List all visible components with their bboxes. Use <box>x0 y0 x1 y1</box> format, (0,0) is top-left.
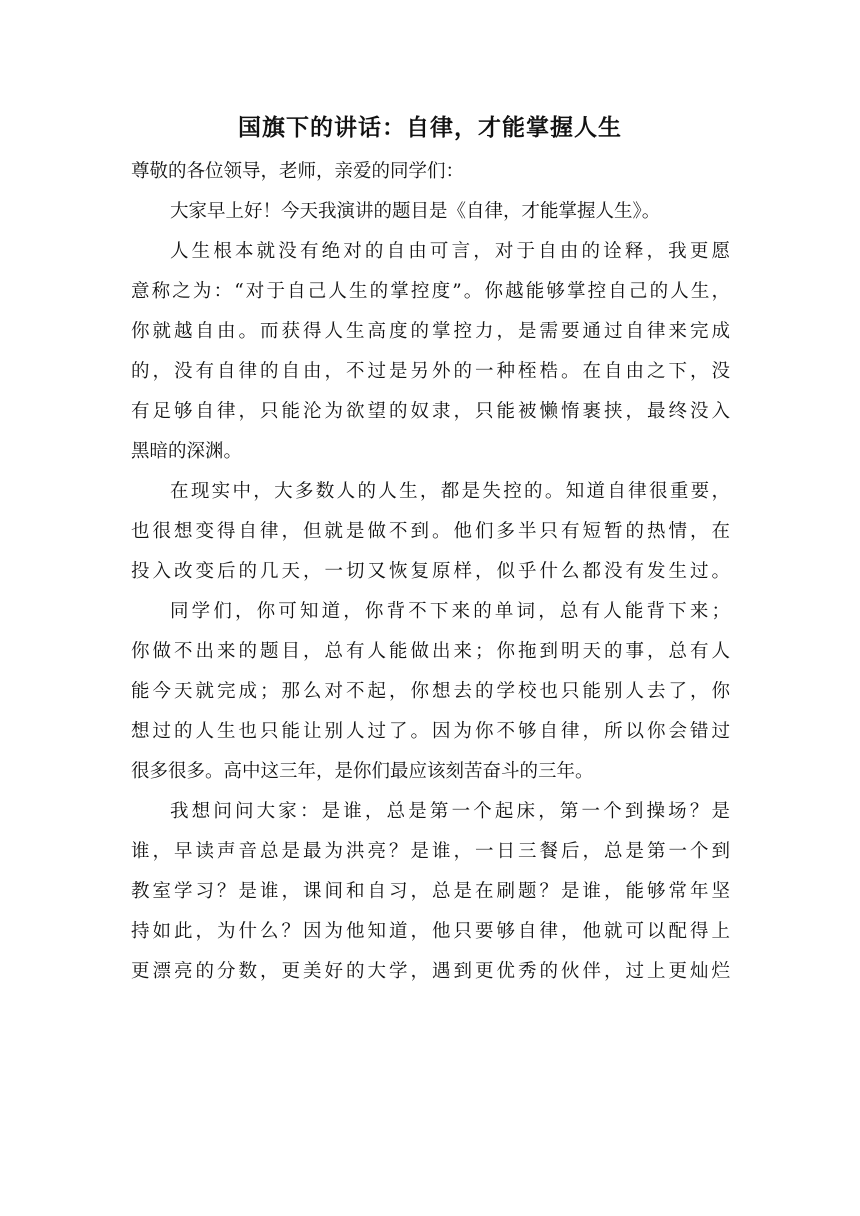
paragraph-line: 人生根本就没有绝对的自由可言，对于自由的诠释，我更愿 <box>170 241 730 262</box>
paragraph-line: 我想问问大家：是谁，总是第一个起床，第一个到操场？是 <box>170 801 730 822</box>
paragraph-line: 大家早上好！今天我演讲的题目是《自律，才能掌握人生》。 <box>170 201 661 222</box>
paragraph-line: 你就越自由。而获得人生高度的掌控力，是需要通过自律来完成 <box>131 321 730 342</box>
paragraph-line: 的，没有自律的自由，不过是另外的一种桎梏。在自由之下，没 <box>131 361 730 382</box>
paragraph-line: 教室学习？是谁，课间和自习，总是在刷题？是谁，能够常年坚 <box>131 881 730 902</box>
paragraph-line: 更漂亮的分数，更美好的大学，遇到更优秀的伙伴，过上更灿烂 <box>131 961 730 982</box>
paragraph-line: 想过的人生也只能让别人过了。因为你不够自律，所以你会错过 <box>131 721 730 742</box>
paragraph-line: 黑暗的深渊。 <box>131 441 243 462</box>
paragraph-line: 同学们，你可知道，你背不下来的单词，总有人能背下来； <box>170 601 730 622</box>
paragraph-line: 有足够自律，只能沦为欲望的奴隶，只能被懒惰裹挟，最终没入 <box>131 401 730 422</box>
paragraph-line: 也很想变得自律，但就是做不到。他们多半只有短暂的热情，在 <box>131 521 730 542</box>
paragraph-line: 很多很多。高中这三年，是你们最应该刻苦奋斗的三年。 <box>131 761 594 782</box>
paragraph-line: 持如此，为什么？因为他知道，他只要够自律，他就可以配得上 <box>131 921 730 942</box>
paragraph-line: 你做不出来的题目，总有人能做出来；你拖到明天的事，总有人 <box>131 641 730 662</box>
paragraph-line: 能今天就完成；那么对不起，你想去的学校也只能别人去了，你 <box>131 681 730 702</box>
paragraph-line: 意称之为：“对于自己人生的掌控度”。你越能够掌控自己的人生， <box>131 281 730 302</box>
paragraph-line: 在现实中，大多数人的人生，都是失控的。知道自律很重要， <box>170 481 730 502</box>
document-body <box>131 152 730 992</box>
paragraph-line: 投入改变后的几天，一切又恢复原样，似乎什么都没有发生过。 <box>131 561 730 582</box>
salutation: 尊敬的各位领导，老师，亲爱的同学们： <box>131 161 465 182</box>
document-title: 国旗下的讲话：自律，才能掌握人生 <box>238 114 622 141</box>
paragraph-line: 谁，早读声音总是最为洪亮？是谁，一日三餐后，总是第一个到 <box>131 841 730 862</box>
